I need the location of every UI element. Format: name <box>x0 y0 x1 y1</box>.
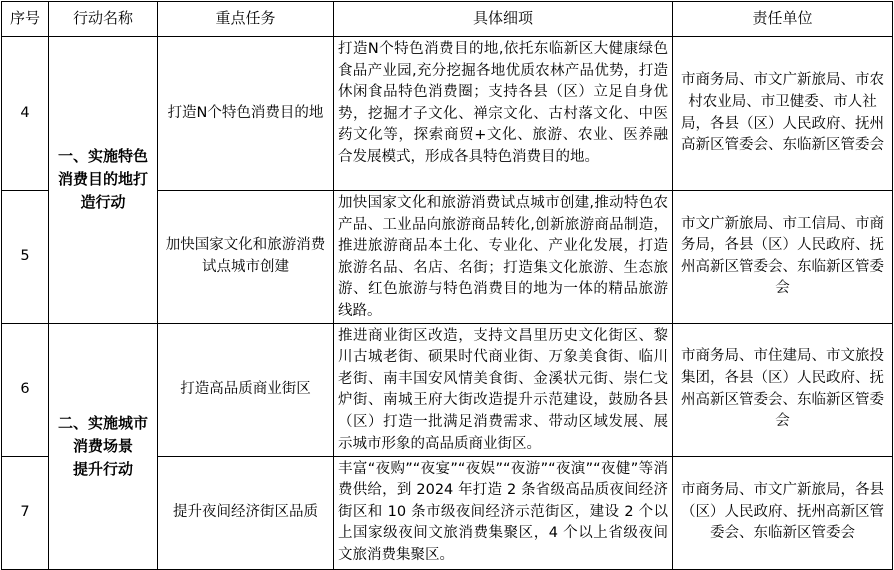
task-detail: 加快国家文化和旅游消费试点城市创建,推动特色农产品、工业品向旅游商品转化,创新旅游商品制造，推进旅游商品本土化、专业化、产业化发展，打造旅游名品、名店、名街；打造集文化旅游、生态旅游、红色旅游与特色消费目的地为一体的精品旅游线路。 <box>334 191 673 324</box>
header-action: 行动名称 <box>49 2 158 37</box>
task-name: 提升夜间经济街区品质 <box>158 456 334 569</box>
task-detail: 丰富“夜购”“夜宴”“夜娱”“夜游”“夜演”“夜健”等消费供给，到 2024 年打造 2 条省级高品质夜间经济街区和 10 条市级夜间经济示范街区，建设 2 个以上国家级夜间文旅消费集聚区，4 个以上省级夜间文旅消费集聚区。 <box>334 456 673 569</box>
responsible-unit: 市商务局、市住建局、市文旅投集团，各县（区）人民政府、抚州高新区管委会、东临新区管委会 <box>673 323 893 456</box>
task-name: 加快国家文化和旅游消费试点城市创建 <box>158 191 334 324</box>
responsible-unit: 市商务局、市文广新旅局，各县（区）人民政府、抚州高新区管委会、东临新区管委会 <box>673 456 893 569</box>
task-detail: 打造N个特色消费目的地,依托东临新区大健康绿色食品产业园,充分挖掘各地优质农林产品优势，打造休闲食品特色消费圈；支持各县（区）立足自身优势，挖掘才子文化、禅宗文化、古村落文化、中医药文化等，探索商贸+文化、旅游、农业、医养融合发展模式，形成各具特色消费目的地。 <box>334 37 673 191</box>
header-task: 重点任务 <box>158 2 334 37</box>
action-name <box>49 323 158 569</box>
action-line: 提升行动 <box>72 459 133 478</box>
header-detail: 具体细项 <box>334 2 673 37</box>
table-row <box>2 37 893 191</box>
row-no: 6 <box>2 323 49 456</box>
row-no: 5 <box>2 191 49 324</box>
action-line: 一、实施特色 <box>57 147 148 166</box>
header-no: 序号 <box>2 2 49 37</box>
header-unit: 责任单位 <box>673 2 893 37</box>
action-line: 造行动 <box>80 193 126 212</box>
header-row <box>2 2 893 37</box>
table-row <box>2 323 893 456</box>
task-name: 打造高品质商业街区 <box>158 323 334 456</box>
responsible-unit: 市商务局、市文广新旅局、市农村农业局、市卫健委、市人社局，各县（区）人民政府、抚州高新区管委会、东临新区管委会 <box>673 37 893 191</box>
action-line: 消费目的地打 <box>57 170 148 189</box>
action-name <box>49 37 158 324</box>
responsible-unit: 市文广新旅局、市工信局、市商务局，各县（区）人民政府、抚州高新区管委会、东临新区管委会 <box>673 191 893 324</box>
action-line: 消费场景 <box>72 436 133 455</box>
task-table <box>1 1 893 570</box>
task-detail: 推进商业街区改造，支持文昌里历史文化街区、黎川古城老街、硕果时代商业街、万象美食街、临川老街、南丰国安风情美食街、金溪状元街、崇仁戈炉街、南城王府大街改造提升示范建设，鼓励各县（区）打造一批满足消费需求、带动区域发展、展示城市形象的高品质商业街区。 <box>334 323 673 456</box>
row-no: 7 <box>2 456 49 569</box>
action-line: 二、实施城市 <box>57 413 148 432</box>
row-no: 4 <box>2 37 49 191</box>
task-name: 打造N个特色消费目的地 <box>158 37 334 191</box>
